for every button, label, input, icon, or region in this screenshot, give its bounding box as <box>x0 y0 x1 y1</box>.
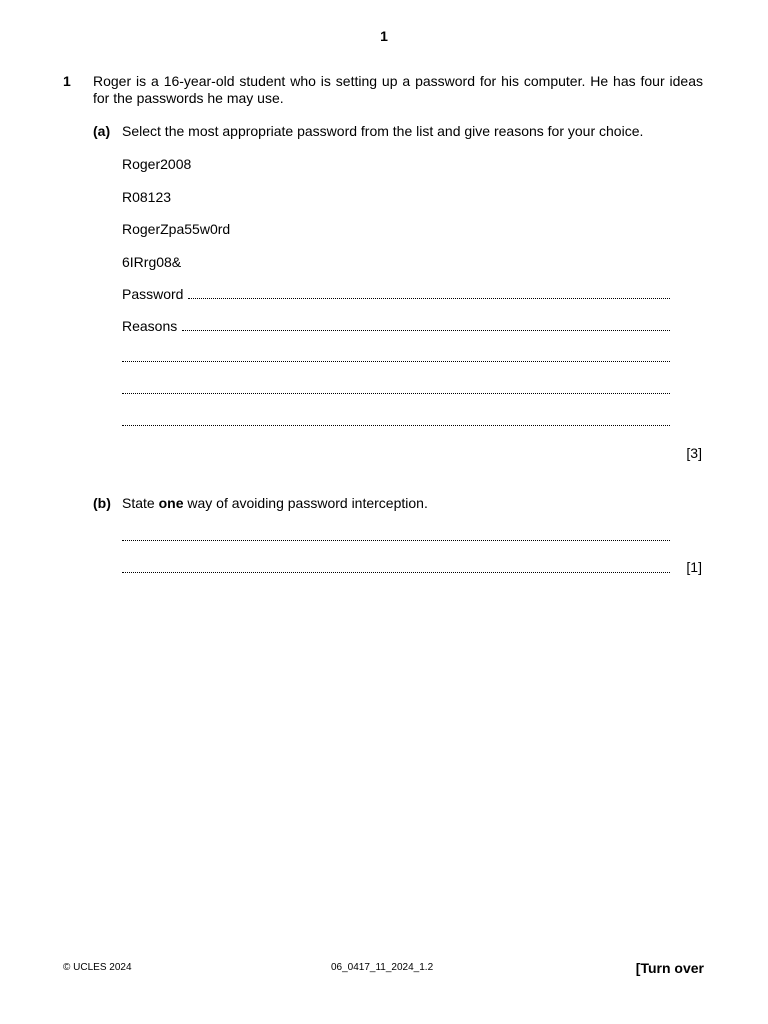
part-b-text-bold: one <box>158 495 184 511</box>
reasons-answer-label: Reasons <box>122 318 178 334</box>
password-option-1: Roger2008 <box>122 156 192 172</box>
reasons-answer-row <box>122 318 670 334</box>
part-b-text-before: State <box>122 495 159 511</box>
part-b-label: (b) <box>93 495 111 511</box>
part-a-text: Select the most appropriate password from the list and give reasons for your choice. <box>122 123 644 139</box>
part-a-marks: [3] <box>686 445 702 461</box>
question-number: 1 <box>63 73 71 89</box>
part-a-label: (a) <box>93 123 111 139</box>
part-b-text-after: way of avoiding password interception. <box>183 495 428 511</box>
password-option-2: R08123 <box>122 189 172 205</box>
part-b-text <box>122 495 428 511</box>
reasons-answer-line-4[interactable] <box>122 413 670 426</box>
password-answer-line[interactable] <box>188 286 670 299</box>
turn-over-label: [Turn over <box>635 960 704 976</box>
part-b-answer-line-1[interactable] <box>122 528 670 541</box>
question-text: Roger is a 16-year-old student who is setting up a password for his computer. He has four ideas for the passwords he may use. <box>93 73 703 106</box>
reasons-answer-line-3[interactable] <box>122 381 670 394</box>
password-answer-row <box>122 286 670 302</box>
password-option-4: 6IRrg08& <box>122 254 182 270</box>
part-b-answer-line-2[interactable] <box>122 560 670 573</box>
page-number: 1 <box>380 28 388 44</box>
reasons-answer-line-2[interactable] <box>122 349 670 362</box>
footer-code: 06_0417_11_2024_1.2 <box>331 962 434 973</box>
password-option-3: RogerZpa55w0rd <box>122 221 231 237</box>
password-answer-label: Password <box>122 286 184 302</box>
reasons-answer-line[interactable] <box>182 318 670 331</box>
part-b-marks: [1] <box>686 559 702 575</box>
footer-copyright: © UCLES 2024 <box>63 962 132 973</box>
